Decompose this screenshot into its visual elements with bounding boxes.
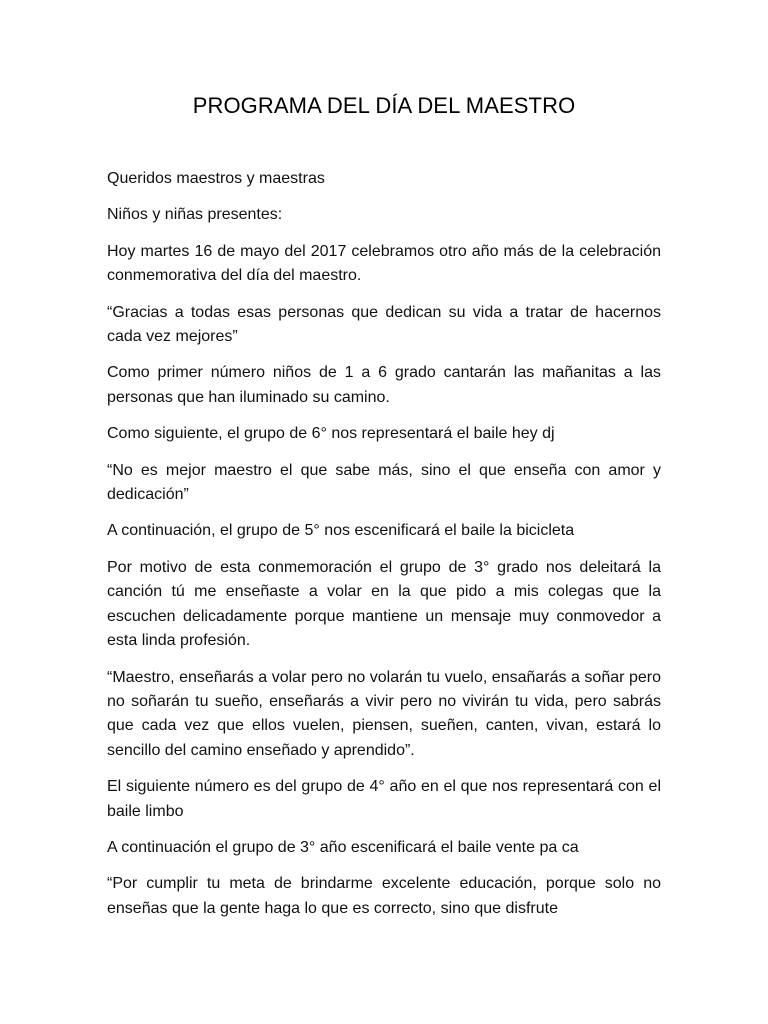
paragraph-sixth-grade: Como siguiente, el grupo de 6° nos representará el baile hey dj (107, 425, 555, 443)
paragraph-third-grade-song: Por motivo de esta conmemoración el grupo de 3° grado nos deleitará la canción tú me enseñaste a volar en la que pido a mis colegas que la escuchen delicadamente porque mantiene un mensaje muy conmovedor a esta linda profesión. (107, 558, 661, 650)
paragraph-first-number: Como primer número niños de 1 a 6 grado cantarán las mañanitas a las personas que han iluminado su camino. (107, 364, 661, 406)
paragraph-fourth-grade: El siguiente número es del grupo de 4° año en el que nos representará con el baile limbo (107, 778, 661, 820)
paragraph-quote-teacher: “Maestro, enseñarás a volar pero no volarán tu vuelo, ensañarás a soñar pero no soñarán tu sueño, enseñarás a vivir pero no vivirán tu vida, pero sabrás que cada vez que ellos vuelen, piensen, sueñen, canten, vivan, estará lo sencillo del camino enseñado y aprendido”. (107, 668, 661, 759)
document-body (107, 167, 661, 921)
paragraph-date-intro: Hoy martes 16 de mayo del 2017 celebramos otro año más de la celebración conmemorativa del día del maestro. (107, 242, 661, 285)
document-page (107, 0, 661, 921)
paragraph-quote-best-teacher: “No es mejor maestro el que sabe más, sino el que enseña con amor y dedicación” (107, 461, 661, 504)
paragraph-greeting-teachers: Queridos maestros y maestras (107, 170, 325, 187)
paragraph-fifth-grade: A continuación, el grupo de 5° nos escenificará el baile la bicicleta (107, 522, 575, 540)
paragraph-quote-education: “Por cumplir tu meta de brindarme excelente educación, porque solo no enseñas que la gente haga lo que es correcto, sino que disfrute (107, 875, 661, 917)
paragraph-quote-thanks: “Gracias a todas esas personas que dedican su vida a tratar de hacernos cada vez mejores” (107, 303, 661, 346)
document-title: PROGRAMA DEL DÍA DEL MAESTRO (192, 93, 576, 118)
paragraph-third-grade-dance: A continuación el grupo de 3° año escenificará el baile vente pa ca (107, 838, 579, 856)
paragraph-greeting-children: Niños y niñas presentes: (107, 206, 283, 224)
